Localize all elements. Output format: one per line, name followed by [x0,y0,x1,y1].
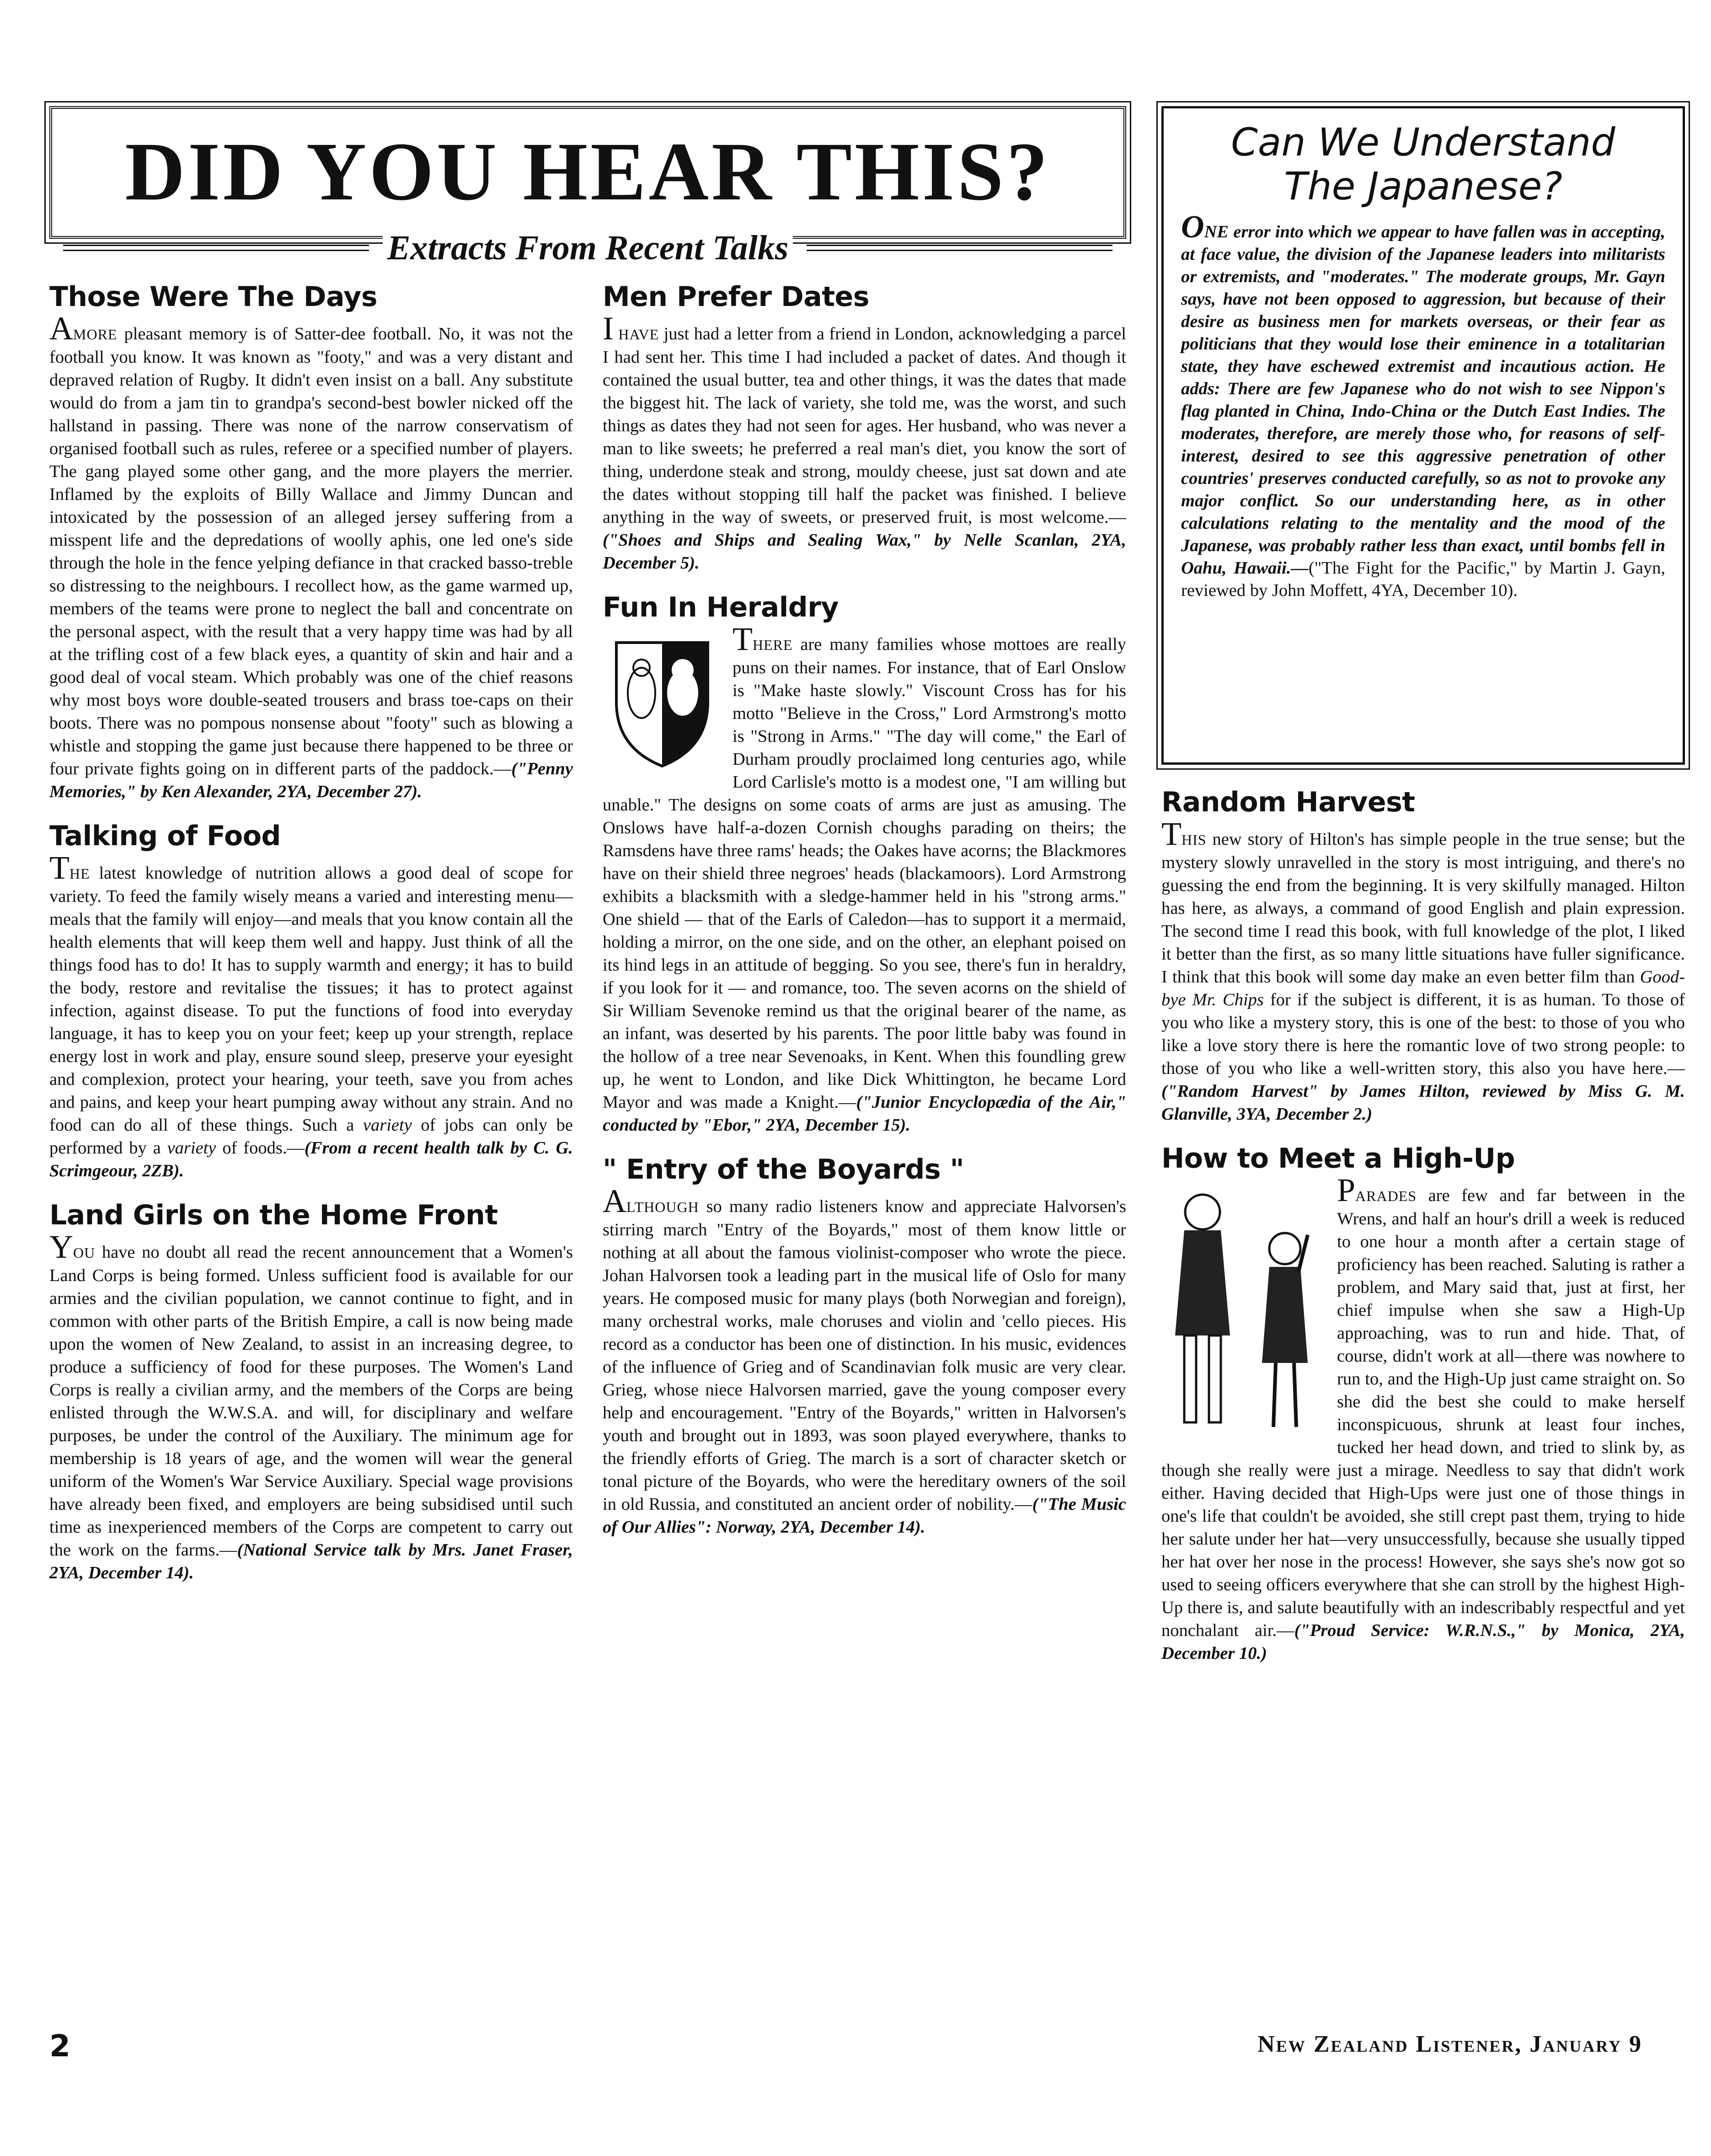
article-food [49,821,573,1182]
article-body [49,849,573,1182]
article-highup [1161,1143,1685,1665]
coat-of-arms-illustration [603,633,722,771]
sidebar-title-line2: The Japanese? [1284,164,1562,209]
opening-word: HERE [752,637,793,653]
article-harvest [1161,787,1685,1126]
article-body [603,1183,1127,1539]
article-text: pleasant memory is of Satter-dee football. No, it was not the football you know. It was known as "footy," and was a very distant and depraved relation of Rugby. It didn't even insist on a ball. Any substitute would do from a jam tin to grandpa's second-best bowler nicked off the hallstand in passing. There was none of the narrow conservatism of organised football such as rules, referee or a specified number of players. The gang played some other gang, and the more players the merrier. Inflamed by the exploits of Billy Wallace and Jimmy Duncan and intoxicated by the possession of an alleged jersey suffering from a misspent life and the depredations of woolly aphis, one led one's side through the hole in the fence yelping defiance in that cracked basso-treble so distressing to the neighbours. I recollect how, as the game warmed up, members of the teams were prone to neglect the ball and concentrate on the personal aspect, with the result that a very happy time was had by all at the trifling cost of a few black eyes, a quantity of skin and hair and a good deal of vocal steam. Which probably was one of the chief reasons why most boys wore double-seated trousers and brass toe-caps on their boots. There was no pompous nonsense about "footy" such as blowing a whistle and stopping the game just because there happened to be three or four private fights going on in different parts of the paddock.— [49,324,573,778]
article-heading: Those Were The Days [49,281,378,313]
article-text-b: of jobs can only be performed by a [49,1116,573,1158]
article-heading: Men Prefer Dates [603,281,869,313]
subtitle-row [49,230,1126,266]
article-text-b: for if the subject is different, it is as human. To those of you who like a mystery story, this is one of the best: to those of you who like a love story there is here the romantic love of two strong people: to those of you who like a well-written story, this also you have here.— [1161,990,1685,1078]
article-text: new story of Hilton's has simple people in the true sense; but the mystery slowly unravelled in the story is most intriguing, and there's no guessing the end from the beginning. It is very skilfully managed. Hilton has here, as always, a command of good English and plain expression. The second time I read this book, with full knowledge of the plot, I liked it better than the first, as so many little situations have fuller significance. I think that this book will some day make an even better film than [1161,830,1685,987]
opening-word: ARADES [1355,1188,1417,1204]
article-source: ("Random Harvest" by James Hilton, reviewed by Miss G. M. Glanville, 3YA, December 2.) [1161,1082,1685,1124]
article-dates [603,281,1126,574]
masthead-title: DID YOU HEAR THIS? [125,126,1051,218]
article-land [49,1200,573,1584]
article-body [603,310,1126,574]
article-text-c: of foods.— [216,1138,305,1158]
article-source: ("Proud Service: W.R.N.S.," by Monica, 2YA, December 10.) [1161,1621,1685,1663]
opening-word: HAVE [618,326,659,343]
dropcap: T [733,621,753,657]
opening-word: MORE [73,326,118,343]
dropcap: T [1161,815,1182,852]
article-source: ("Penny Memories," by Ken Alexander, 2YA, December 27). [49,759,573,801]
masthead-subtitle: Extracts From Recent Talks [383,228,793,268]
article-boyards [603,1154,1126,1539]
article-text: are few and far between in the Wrens, and half an hour's drill a week is reduced to one hour a month after a certain stage of proficiency has been reached. Saluting is rather a problem, and Mary said that, just at first, her chief impulse when she saw a High-Up approaching, was to run and hide. That, of course, didn't work at all—there was nowhere to run to, and the High-Up just came straight on. So she did the best she could to make herself inconspicuous, shrunk at least four inches, tucked her head down, and tried to slink by, as though she really were just a mirage. Needless to say that didn't work either. Having decided that High-Ups were just one of those things in one's life that couldn't be avoided, she still crept past them, trying to hide her salute under her hat—very unsuccessfully, because she usually tipped her hat over her nose in the process! However, she says she's now got so used to seeing officers everywhere that she can stroll by the highest High-Up there is, and salute beautifully with an indescribably respectful and yet nonchalant air.— [1161,1186,1685,1640]
opening-word: HE [69,865,90,882]
opening-word: HIS [1181,831,1207,848]
article-text: just had a letter from a friend in London, acknowledging a parcel I had sent her. This time I had included a packet of dates. And though it contained the usual butter, tea and other things, it was the dates that made the biggest hit. The lack of variety, she told me, was the worst, and such things as dates they had not seen for ages. Her husband, who was never a man to like sweets; he preferred a real man's diet, you know the sort of thing, underdone steak and strong, mouldy cheese, just sat down and ate the dates without stopping till half the packet was finished. I believe anything in the way of sweets, or preserved fruit, is most welcome.— [603,324,1126,527]
article-text: are many families whose mottoes are really puns on their names. For instance, that of Earl Onslow is "Make haste slowly." Viscount Cross has for his motto "Believe in the Cross," Lord Armstrong's motto is "Strong in Arms." "The day will come," the Earl of Durham proudly proclaimed long centuries ago, while Lord Carlisle's motto is a modest one, "I am willing but unable." The designs on some coats of arms are just as amusing. The Onslows have half-a-dozen Cornish choughs parading on theirs; the Ramsdens have three rams' heads; the Oakes have acorns; the Blackmores have on their shield three negroes' heads (blackamoors). Lord Armstrong exhibits a blacksmith with a sledge-hammer held in his "strong arms." One shield — that of the Earls of Caledon—has to support it a mermaid, holding a mirror, on the one side, and on the other, an elephant poised on its hind legs in an attitude of begging. So you see, there's fun in heraldry, if you look for it — and romance, too. The seven acorns on the shield of Sir William Sevenoke remind us that the original bearer of the name, as an infant, was deserted by his parents. The poor little baby was found in the hollow of a tree near Sevenoaks, in Kent. When this foundling grew up, he went to London, and like Dick Whittington, he became Lord Mayor and was made a Knight.— [603,635,1126,1112]
dropcap: A [49,310,73,347]
article-source: ("The Music of Our Allies": Norway, 2YA, December 14). [603,1495,1127,1537]
masthead-box [49,106,1126,239]
article-heading: Fun In Heraldry [603,591,839,623]
opening-word: LTHOUGH [626,1199,699,1215]
article-heading: Random Harvest [1161,786,1415,818]
dropcap: T [49,849,70,886]
article-body [1161,815,1685,1126]
column-3 [1161,787,1685,1682]
column-2 [603,281,1126,1556]
article-heraldry [603,592,1126,1137]
publication-footer: New Zealand Listener, January 9 [1257,2031,1642,2057]
right-rule [807,245,1112,251]
opening-word: OU [73,1244,96,1261]
article-heading: " Entry of the Boyards " [603,1153,964,1185]
sidebar-box [1161,106,1685,765]
sidebar-body [1181,209,1665,602]
dropcap: P [1337,1172,1356,1208]
article-body [1161,1172,1685,1665]
sidebar-title [1181,120,1665,208]
article-source: (From a recent health talk by C. G. Scrimgeour, 2ZB). [49,1138,573,1180]
article-heading: Land Girls on the Home Front [49,1199,498,1231]
left-rule [63,245,369,251]
article-heading: How to Meet a High-Up [1161,1142,1515,1175]
variety-word: variety [167,1138,216,1158]
dropcap: Y [49,1228,73,1265]
article-text: have no doubt all read the recent announcement that a Women's Land Corps is being formed. Unless sufficient food is available for our armies and the civilian population, we cannot continue to fight, and in common with other parts of the British Empire, a call is now being made upon the women of New Zealand, to assist in an increasing degree, to produce a sufficiency of food for these purposes. The Women's Land Corps is really a civilian army, and the members of the Corps are being enlisted through the W.W.S.A. and will, for disciplinary and welfare purposes, be under the control of the Auxiliary. The minimum age for membership is 18 years of age, and the women will wear the general uniform of the Women's War Service Auxiliary. Special wage provisions have already been fixed, and employers are being subsidised until such time as inexperienced members of the Corps are competent to carry out the work on the farms.— [49,1243,573,1560]
sidebar-dropcap: O [1181,209,1204,245]
sidebar-title-line1: Can We Understand [1231,120,1615,165]
saluting-figures-illustration [1161,1185,1326,1441]
dropcap: A [603,1183,626,1219]
column-1 [49,281,573,1602]
sidebar-credit: ("The Fight for the Pacific," by Martin J. Gayn, reviewed by John Moffett, 4YA, December 10). [1181,558,1665,600]
variety-word: variety [363,1116,412,1135]
book-title: Good-bye Mr. Chips [1161,967,1685,1009]
article-text: latest knowledge of nutrition allows a good deal of scope for variety. To feed the family wisely means a varied and interesting menu—meals that the family will enjoy—and meals that you know contain all the health elements that will keep them well and happy. Just think of all the things food has to do! It has to supply warmth and energy; it has to build the body, restore and revitalise the tissues; it has to protect against infection, against disease. To put the functions of food into everyday language, it has to keep you on your feet; keep up your strength, replace energy lost in work and play, ensure sound sleep, preserve your eyesight and complexion, protect your hearing, your teeth, save you from aches and pains, and keep your heart pumping away without any strain. And no food can do all of these things. Such a [49,863,573,1135]
article-body [49,310,573,803]
article-body [49,1228,573,1584]
sidebar-text: NE error into which we appear to have fallen was in accepting, at face value, the division of the Japanese leaders into militarists or extremists, and "moderates." The moderate groups, Mr. Gayn says, have not been opposed to aggression, but because of their desire as business men for markets overseas, or their fear as politicians that they would lose their eminence in a totalitarian state, they have eschewed extremist and incautious action. He adds: There are few Japanese who do not wish to see Nippon's flag planted in China, Indo-China or the Dutch East Indies. The moderates, therefore, are merely those who, for reasons of self-interest, desired to see this aggressive penetration of other countries' preserves conducted carefully, so as not to provoke any major conflict. So our understanding here, as in other calculations relating to the mentality and the mood of the Japanese, was probably rather less than exact, until bombs fell in Oahu, Hawaii.— [1181,222,1665,578]
article-body [603,621,1127,1137]
article-text: so many radio listeners know and appreciate Halvorsen's stirring march "Entry of the Boyards," most of them know little or nothing at all about the famous violinist-composer who wrote the piece. Johan Halvorsen took a leading part in the musical life of Oslo for many years. He composed music for many plays (both Norwegian and foreign), many orchestral works, male choruses and violin and 'cello pieces. His record as a conductor has been one of distinction. In his music, evidences of the influence of Grieg and of Scandinavian folk music are very clear. Grieg, whose niece Halvorsen married, gave the young composer every help and encouragement. "Entry of the Boyards," written in Halvorsen's youth and brought out in 1893, was soon played everywhere, thanks to the friendly efforts of Grieg. The march is a sort of character sketch or tonal picture of the Boyards, who were the hereditary owners of the soil in old Russia, and constituted an ancient order of nobility.— [603,1197,1126,1514]
article-days [49,281,573,803]
page-number: 2 [49,2028,70,2064]
article-heading: Talking of Food [49,820,281,852]
article-source: ("Junior Encyclopædia of the Air," conducted by "Ebor," 2YA, December 15). [603,1093,1127,1135]
dropcap: I [603,310,614,347]
article-source: ("Shoes and Ships and Sealing Wax," by Nelle Scanlan, 2YA, December 5). [603,531,1126,573]
article-source: (National Service talk by Mrs. Janet Fraser, 2YA, December 14). [49,1540,573,1582]
